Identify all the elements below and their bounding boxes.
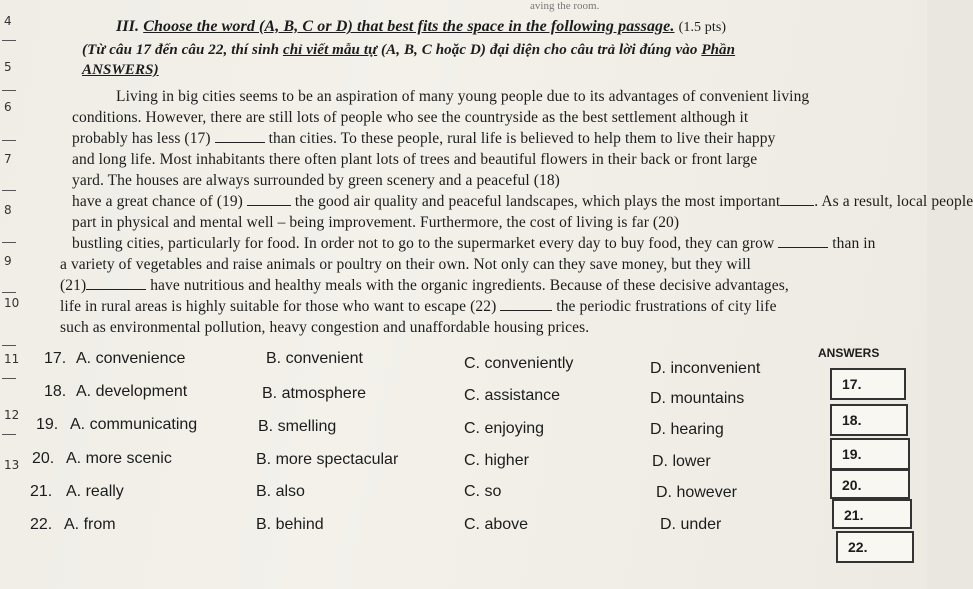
instruction-line-1: (Từ câu 17 đến câu 22, thí sinh chỉ viết mẫu tự (A, B, C hoặc D) đại diện cho câu trả lời đúng vào Phần — [82, 42, 736, 58]
margin-tick — [2, 190, 16, 191]
question-22-option-a: A. from — [64, 516, 116, 533]
question-20-number: 20. — [32, 450, 55, 467]
passage-line: probably has less (17) than cities. To these people, rural life is believed to help them to live their happy — [72, 130, 776, 147]
blank-19 — [247, 193, 291, 206]
passage-line: bustling cities, particularly for food. In order not to go to the supermarket every day to buy food, they can grow than in — [72, 235, 876, 252]
answer-box-19[interactable]: 19. — [830, 438, 910, 470]
question-17-option-b: B. convenient — [266, 350, 363, 367]
question-20-option-a: A. more scenic — [66, 450, 172, 467]
passage-line: such as environmental pollution, heavy congestion and unaffordable housing prices. — [60, 319, 590, 336]
margin-tick — [2, 434, 16, 435]
margin-tick — [2, 90, 16, 91]
margin-number: 11 — [4, 352, 20, 366]
question-17-option-c: C. conveniently — [464, 355, 574, 372]
question-18-number: 18. — [44, 383, 67, 400]
passage-line: (21) have nutritious and healthy meals with the organic ingredients. Because of these decisive advantages, — [60, 277, 789, 294]
question-22-option-b: B. behind — [256, 516, 324, 533]
margin-number: 6 — [4, 100, 12, 114]
question-20-option-d: D. lower — [652, 453, 711, 470]
answers-title: ANSWERS — [818, 346, 880, 360]
question-18-option-d: D. mountains — [650, 390, 745, 407]
margin-tick — [2, 292, 16, 293]
question-22-number: 22. — [30, 516, 53, 533]
blank-22 — [500, 298, 552, 311]
margin-number: 7 — [4, 152, 12, 166]
margin-number: 12 — [4, 408, 20, 422]
margin-tick — [2, 40, 16, 41]
question-19-number: 19. — [36, 416, 59, 433]
question-21-number: 21. — [30, 483, 53, 500]
passage-line: yard. The houses are always surrounded by green scenery and a peaceful (18) — [72, 172, 560, 189]
margin-number: 5 — [4, 60, 12, 74]
answer-box-22[interactable]: 22. — [836, 531, 914, 563]
question-18-option-b: B. atmosphere — [262, 385, 367, 402]
question-21-option-d: D. however — [656, 484, 737, 501]
passage-line: have a great chance of (19) the good air quality and peaceful landscapes, which plays the most important . As a result, local people — [72, 193, 973, 210]
question-19-option-a: A. communicating — [70, 416, 198, 433]
margin-tick — [2, 242, 16, 243]
question-21-option-b: B. also — [256, 483, 305, 500]
question-21-option-a: A. really — [66, 483, 124, 500]
answer-box-20[interactable]: 20. — [830, 469, 910, 499]
question-22-option-d: D. under — [660, 516, 722, 533]
passage-line: part in physical and mental well – being improvement. Furthermore, the cost of living is far (20) — [72, 214, 680, 231]
margin-tick — [2, 345, 16, 346]
passage-line: conditions. However, there are still lots of people who see the countryside as the best settlement although it — [72, 109, 749, 126]
question-19-option-d: D. hearing — [650, 421, 724, 438]
answer-box-18[interactable]: 18. — [830, 404, 908, 436]
question-17-option-a: A. convenience — [76, 350, 186, 367]
blank-18 — [780, 193, 814, 206]
answer-box-21[interactable]: 21. — [832, 499, 912, 529]
blank-17 — [215, 130, 265, 143]
margin-number: 8 — [4, 203, 12, 217]
passage-line: and long life. Most inhabitants there often plant lots of trees and beautiful flowers in their back or front large — [72, 151, 758, 168]
question-19-option-b: B. smelling — [258, 418, 337, 435]
question-21-option-c: C. so — [464, 483, 502, 500]
margin-number: 10 — [4, 296, 20, 310]
instruction-line-2: ANSWERS) — [82, 62, 159, 78]
passage-line: a variety of vegetables and raise animals or poultry on their own. Not only can they save money, but they will — [60, 256, 751, 273]
blank-21 — [86, 277, 146, 290]
top-cropped-text: aving the room. — [530, 0, 600, 12]
margin-number: 13 — [4, 458, 20, 472]
margin-number: 4 — [4, 14, 12, 28]
question-20-option-b: B. more spectacular — [256, 451, 399, 468]
question-17-option-d: D. inconvenient — [650, 360, 761, 377]
passage-line: Living in big cities seems to be an aspiration of many young people due to its advantages of convenient living — [116, 88, 810, 105]
blank-20 — [778, 235, 828, 248]
margin-number: 9 — [4, 254, 12, 268]
question-18-option-a: A. development — [76, 383, 188, 400]
passage-line: life in rural areas is highly suitable for those who want to escape (22) the periodic frustrations of city life — [60, 298, 777, 315]
question-17-number: 17. — [44, 350, 67, 367]
margin-tick — [2, 140, 16, 141]
question-19-option-c: C. enjoying — [464, 420, 545, 437]
section-heading: III. Choose the word (A, B, C or D) that best fits the space in the following passage. (1.5 pts) — [116, 18, 727, 35]
question-22-option-c: C. above — [464, 516, 529, 533]
margin-tick — [2, 378, 16, 379]
question-18-option-c: C. assistance — [464, 387, 561, 404]
question-20-option-c: C. higher — [464, 452, 529, 469]
answer-box-17[interactable]: 17. — [830, 368, 906, 400]
